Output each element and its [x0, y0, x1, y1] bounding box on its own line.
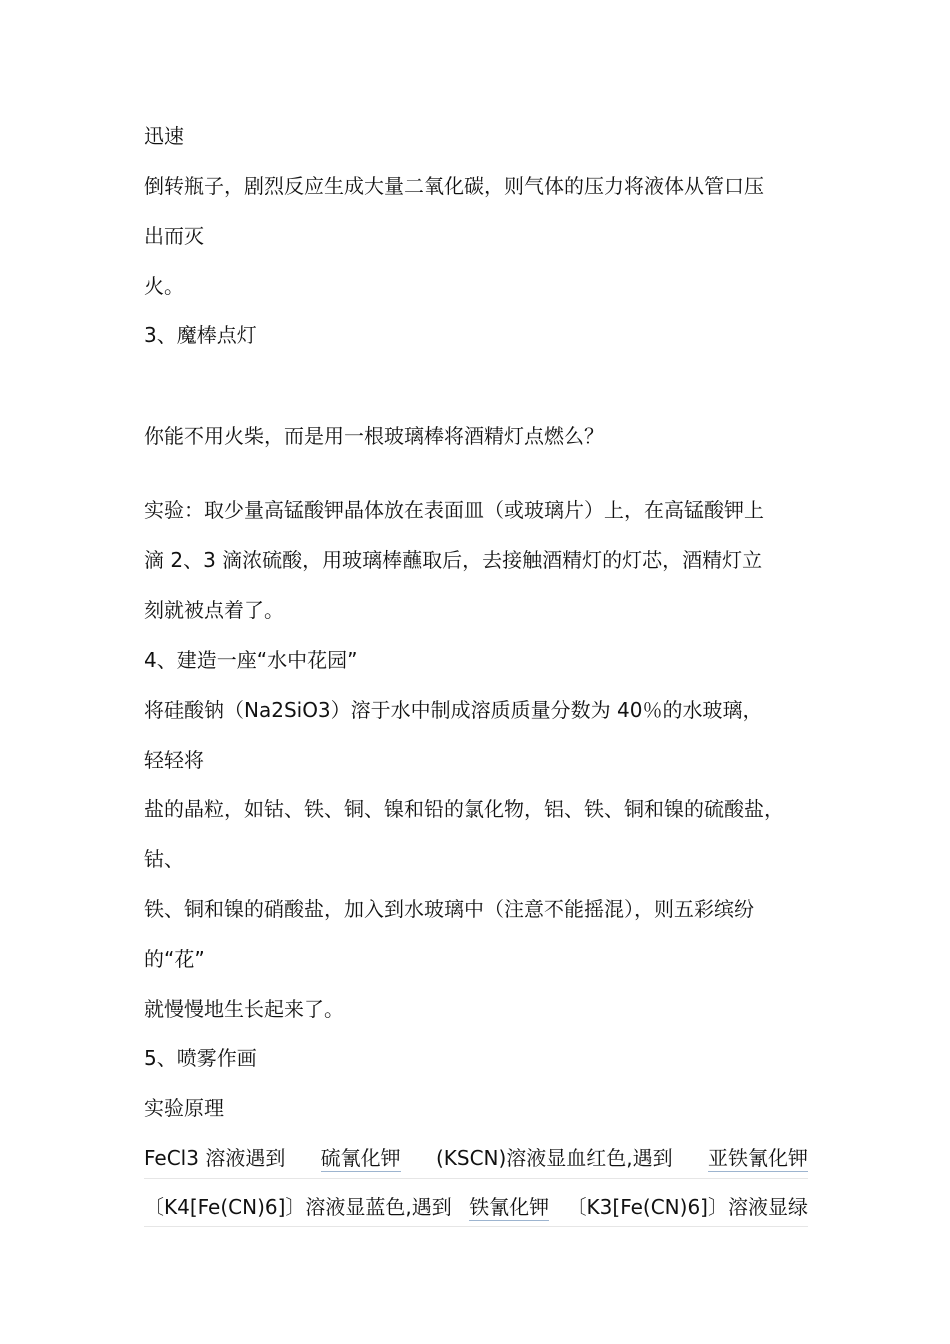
principle-heading: 实验原理 — [144, 1096, 224, 1120]
divider — [144, 1226, 808, 1227]
divider — [144, 1178, 808, 1179]
garden-line: 的“花” — [144, 947, 205, 971]
principle-line-1 — [144, 1145, 808, 1172]
section-heading-3: 3、魔棒点灯 — [144, 323, 257, 347]
garden-line: 轻轻将 — [144, 748, 204, 772]
section-heading-5: 5、喷雾作画 — [144, 1046, 257, 1070]
text-line: 倒转瓶子，剧烈反应生成大量二氧化碳，则气体的压力将液体从管口压 — [144, 174, 764, 198]
experiment-line: 实验：取少量高锰酸钾晶体放在表面皿（或玻璃片）上，在高锰酸钾上 — [144, 498, 764, 522]
question-text: 你能不用火柴，而是用一根玻璃棒将酒精灯点燃么？ — [144, 424, 604, 448]
text-line: 火。 — [144, 274, 184, 298]
garden-line: 盐的晶粒，如钴、铁、铜、镍和铅的氯化物，铝、铁、铜和镍的硫酸盐， — [144, 797, 784, 821]
link-potassium-ferrocyanide[interactable]: 亚铁氰化钾 — [707, 1146, 808, 1170]
garden-line: 钴、 — [144, 847, 184, 871]
principle-text: 〔K3[Fe(CN)6]〕溶液显绿 — [566, 1195, 808, 1219]
garden-line: 将硅酸钠（Na2SiO3）溶于水中制成溶质质量分数为 40％的水玻璃， — [144, 698, 763, 722]
garden-line: 就慢慢地生长起来了。 — [144, 997, 344, 1021]
experiment-line: 滴 2、3 滴浓硫酸，用玻璃棒蘸取后，去接触酒精灯的灯芯，酒精灯立 — [144, 548, 763, 572]
principle-text: (KSCN)溶液显血红色,遇到 — [435, 1146, 673, 1170]
principle-text: FeCl3 溶液遇到 — [144, 1146, 286, 1170]
principle-text: 〔K4[Fe(CN)6]〕溶液显蓝色,遇到 — [144, 1195, 452, 1219]
garden-line: 铁、铜和镍的硝酸盐，加入到水玻璃中（注意不能摇混），则五彩缤纷 — [144, 897, 754, 921]
section-heading-4: 4、建造一座“水中花园” — [144, 648, 358, 672]
text-line: 出而灭 — [144, 224, 204, 248]
link-ksc-n[interactable]: 硫氰化钾 — [320, 1146, 401, 1170]
text-line: 迅速 — [144, 124, 184, 148]
principle-line-2 — [144, 1194, 808, 1221]
link-potassium-ferricyanide[interactable]: 铁氰化钾 — [469, 1195, 550, 1219]
experiment-line: 刻就被点着了。 — [144, 598, 284, 622]
